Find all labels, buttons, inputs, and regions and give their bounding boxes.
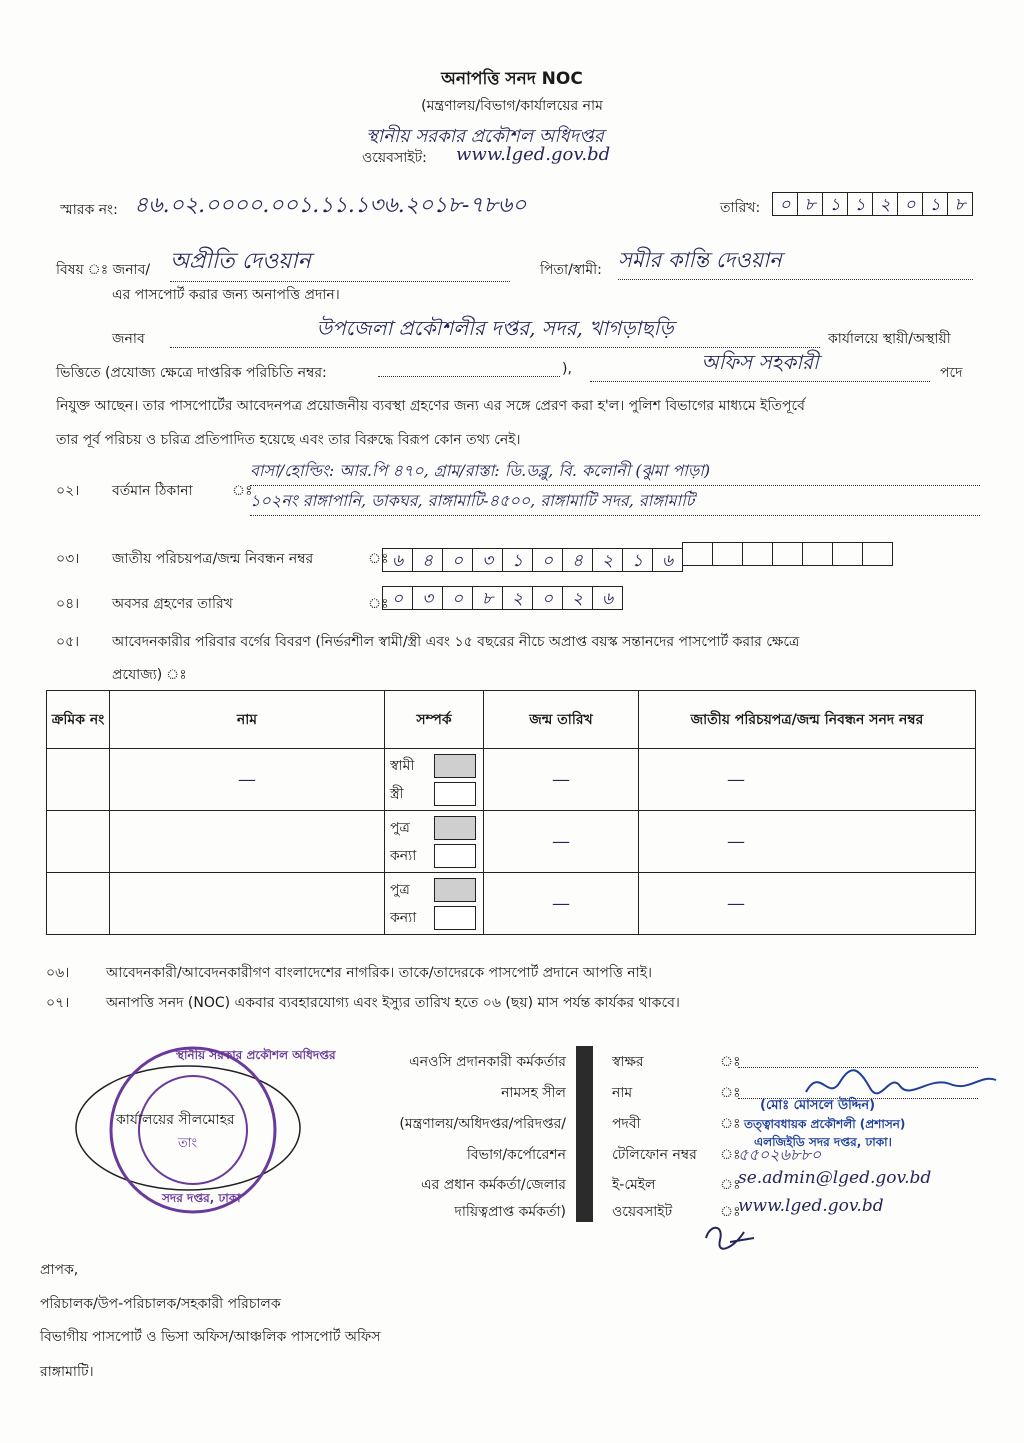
name-cell: — [110,749,385,811]
retirement-digit-box: ৩ [412,586,443,610]
item-05-number: ০৫। [56,634,80,650]
post-word: পদে [940,365,963,381]
date-boxes [772,192,973,216]
date-digit-box: ৮ [797,192,823,216]
website-handwritten: www.lged.gov.bd [738,1196,884,1216]
relation-son: পুত্র [390,819,410,836]
date-digit-box: ১ [922,192,948,216]
office-posted: উপজেলা প্রকৌশলীর দপ্তর, সদর, খাগড়াছড়ি [170,314,820,348]
header-nid: জাতীয় পরিচয়পত্র/জন্ম নিবন্ধন সনদ নম্বর [639,691,976,749]
nid-cell: — [639,749,976,811]
daughter-checkbox[interactable] [434,906,476,930]
item-04-label: অবসর গ্রহণের তারিখ [112,596,233,612]
table-row [47,749,976,811]
website-value: www.lged.gov.bd [456,144,611,165]
colon: ঃ [720,1116,741,1132]
daughter-checkbox[interactable] [434,844,476,868]
nid-digit-box [742,542,773,566]
para-line4: তার পূর্ব পরিচয় ও চরিত্র প্রতিপাদিত হয়েছে এবং তার বিরুদ্ধে বিরূপ কোন তথ্য নেই। [56,432,521,448]
nid-digit-box: ৬ [652,548,683,572]
basis-text: ভিত্তিতে (প্রযোজ্য ক্ষেত্রে দাপ্তরিক পরিচিতি নম্বর: [56,365,327,381]
serial-cell [47,749,110,811]
relation-cell [385,873,484,935]
nid-digit-box [862,542,893,566]
nid-digit-box [712,542,743,566]
signer-label-1: এনওসি প্রদানকারী কর্মকর্তার [409,1054,566,1070]
date-label: তারিখ: [720,200,761,216]
table-row [47,811,976,873]
memo-label: স্মারক নং: [60,202,118,218]
retirement-digit-box: ২ [562,586,593,610]
nid-cell: — [639,873,976,935]
nid-digit-box: ০ [442,548,473,572]
basis-close: ), [562,361,572,377]
relation-cell [385,749,484,811]
retirement-digit-box: ০ [382,586,413,610]
item-03-colon: ঃ [368,551,389,567]
recipient-line-3: রাঙ্গামাটি। [40,1364,94,1380]
husband-checkbox[interactable] [434,754,476,778]
nid-boxes [382,542,893,572]
dob-cell: — [484,749,639,811]
ministry-label: (মন্ত্রণালয়/বিভাগ/কার্যালয়ের নাম [421,98,603,114]
field-phone-label: টেলিফোন নম্বর [612,1147,697,1163]
signer-designation-stamp: তত্ত্বাবধায়ক প্রকৌশলী (প্রশাসন) [744,1117,906,1131]
field-signature-label: স্বাক্ষর [612,1054,644,1070]
item-05-text: আবেদনকারীর পরিবার বর্গের বিবরণ (নির্ভরশীল স্বামী/স্ত্রী এবং ১৫ বছরের নীচে অপ্রাপ্ত বয়স্ক সন্তানদের পাসপোর্ট করার ক্ষেত্রে [112,634,800,650]
office-suffix: কার্যালয়ে স্থায়ী/অস্থায়ী [828,331,951,347]
nid-digit-box [772,542,803,566]
field-website-label: ওয়েবসাইট [612,1204,673,1220]
nid-digit-box: ৬ [382,548,413,572]
nid-digit-box: ০ [532,548,563,572]
stamp-center: তাং [178,1136,198,1151]
table-row [47,873,976,935]
family-table-header [47,691,976,749]
recipient-label: প্রাপক, [40,1262,79,1278]
official-id-blank [378,375,560,377]
page-title: অনাপত্তি সনদ NOC [441,69,583,89]
nid-digit-box [802,542,833,566]
colon: ঃ [720,1204,741,1220]
item-06-number: ০৬। [46,965,70,981]
nid-digit-box: ৪ [412,548,443,572]
date-digit-box: ০ [772,192,798,216]
nid-digit-box: ১ [502,548,533,572]
website-label: ওয়েবসাইট: [362,150,427,166]
serial-cell [47,811,110,873]
relation-daughter: কন্যা [390,909,417,926]
signer-label-5: এর প্রধান কর্মকর্তা/জেলার [420,1177,566,1193]
phone-value: ৫৫০২৬৮৮০ [738,1145,822,1164]
recipient-line-1: পরিচালক/উপ-পরিচালক/সহকারী পরিচালক [40,1296,281,1312]
retirement-digit-box: ৬ [592,586,623,610]
item-07-number: ০৭। [46,995,70,1011]
dob-cell: — [484,873,639,935]
applicant-name: অপ্রীতি দেওয়ান [170,244,510,282]
date-digit-box: ০ [897,192,923,216]
relation-daughter: কন্যা [390,847,417,864]
name-cell [110,811,385,873]
header-dob: জন্ম তারিখ [484,691,639,749]
item-02-number: ০২। [56,483,80,499]
signer-label-3: (মন্ত্রণালয়/অধিদপ্তর/পরিদপ্তর/ [399,1116,566,1132]
office-name-handwritten: স্থানীয় সরকার প্রকৌশল অধিদপ্তর [366,126,604,147]
retirement-digit-box: ২ [502,586,533,610]
parent-name: সমীর কান্তি দেওয়ান [618,244,973,280]
nid-digit-box [832,542,863,566]
field-name-label: নাম [612,1085,633,1101]
relation-cell [385,811,484,873]
signer-label-4: বিভাগ/কর্পোরেশন [466,1147,566,1163]
address-line-2: ১০২নং রাঙ্গাপানি, ডাকঘর, রাঙ্গামাটি-৪৫০০, রাঙ্গামাটি সদর, রাঙ্গামাটি [250,488,980,516]
wife-checkbox[interactable] [434,782,476,806]
colon: ঃ [720,1147,741,1163]
header-name: নাম [110,691,385,749]
item-05-text-2: প্রযোজ্য) ঃ [112,667,187,683]
nid-digit-box [682,542,713,566]
date-digit-box: ১ [847,192,873,216]
item-04-number: ০৪। [56,596,80,612]
retirement-date-boxes [382,586,623,610]
signer-label-6: দায়িত্বপ্রাপ্ত কর্মকর্তা) [454,1204,566,1220]
seal-label: কার্যালয়ের সীলমোহর [116,1112,235,1128]
relation-wife: স্ত্রী [390,785,404,802]
item-03-label: জাতীয় পরিচয়পত্র/জন্ম নিবন্ধন নম্বর [112,551,314,567]
address-line-1: বাসা/হোল্ডিং: আর.পি ৪৭০, গ্রাম/রাস্তা: ডি.ডব্লু, বি. কলোনী (ঝুমা পাড়া) [250,458,980,486]
family-table [46,690,976,935]
initials-scribble [700,1218,760,1254]
relation-son: পুত্র [390,881,410,898]
field-designation-label: পদবী [612,1116,641,1132]
recipient-line-2: বিভাগীয় পাসপোর্ট ও ভিসা অফিস/আঞ্চলিক পাসপোর্ট অফিস [40,1329,381,1345]
memo-number: ৪৬.০২.০০০০.০০১.১১.১৩৬.২০১৮-৭৮৬০ [134,193,527,218]
nid-cell: — [639,811,976,873]
janab-label: জনাব [112,331,145,347]
item-02-label: বর্তমান ঠিকানা [112,483,193,499]
redaction-bar [576,1046,593,1222]
signer-label-2: নামসহ সীল [501,1085,566,1101]
relation-husband: স্বামী [390,757,415,774]
nid-digit-box: ২ [592,548,623,572]
field-email-label: ই-মেইল [612,1177,656,1193]
retirement-digit-box: ০ [532,586,563,610]
date-digit-box: ২ [872,192,898,216]
nid-digit-box: ১ [622,548,653,572]
header-relation: সম্পর্ক [385,691,484,749]
signer-office-stamp: এলজিইডি সদর দপ্তর, ঢাকা। [754,1135,892,1149]
para-line3: নিযুক্ত আছেন। তার পাসপোর্টের আবেদনপত্র প্রয়োজনীয় ব্যবস্থা গ্রহণের জন্য এর সঙ্গে প্রেরণ করা হ'ল। পুলিশ বিভাগের মাধ্যমে ইতিপূর্বে [56,398,805,414]
stamp-ring-bottom: সদর দপ্তর, ঢাকা [162,1191,241,1205]
name-cell [110,873,385,935]
son-checkbox[interactable] [434,878,476,902]
dob-cell: — [484,811,639,873]
parent-label: পিতা/স্বামী: [540,262,602,278]
item-07-text: অনাপত্তি সনদ (NOC) একবার ব্যবহারযোগ্য এবং ইস্যুর তারিখ হতে ০৬ (ছয়) মাস পর্যন্ত কার্যকর থাকবে। [106,995,680,1011]
subject-label: বিষয় ঃ জনাব/ [56,262,151,278]
item-02-colon: ঃ [232,483,253,499]
son-checkbox[interactable] [434,816,476,840]
item-03-number: ০৩। [56,551,80,567]
stamp-ring-top: স্থানীয় সরকার প্রকৌশল অধিদপ্তর [176,1048,336,1062]
email-value: se.admin@lged.gov.bd [738,1168,932,1188]
date-digit-box: ১ [822,192,848,216]
nid-digit-box: ৪ [562,548,593,572]
serial-cell [47,873,110,935]
colon: ঃ [720,1054,741,1070]
retirement-digit-box: ০ [442,586,473,610]
item-04-colon: ঃ [368,596,389,612]
date-digit-box: ৮ [947,192,973,216]
subject-line2: এর পাসপোর্ট করার জন্য অনাপত্তি প্রদান। [112,287,340,303]
designation: অফিস সহকারী [590,348,930,382]
colon: ঃ [720,1085,741,1101]
nid-digit-box: ৩ [472,548,503,572]
header-serial: ক্রমিক নং [47,691,110,749]
signer-name-stamp: (মোঃ মোসলে উদ্দিন) [760,1098,876,1113]
item-06-text: আবেদনকারী/আবেদনকারীগণ বাংলাদেশের নাগরিক। তাকে/তাদেরকে পাসপোর্ট প্রদানে আপত্তি নাই। [106,965,653,981]
colon: ঃ [720,1177,741,1193]
retirement-digit-box: ৮ [472,586,503,610]
